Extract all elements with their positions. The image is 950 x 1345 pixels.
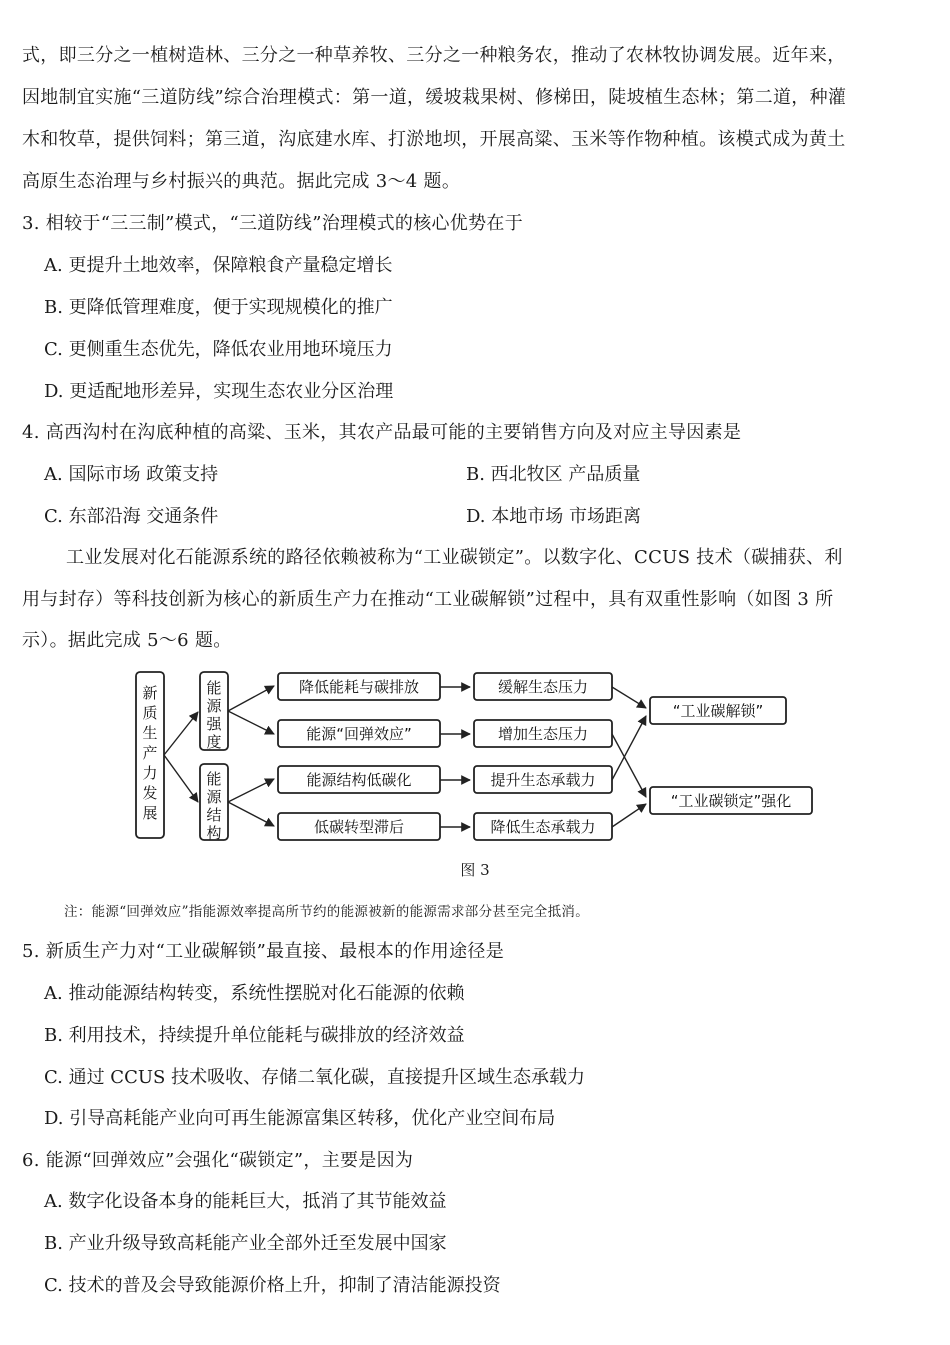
q6-option-c: C. 技术的普及会导致能源价格上升，抑制了清洁能源投资 (44, 1275, 501, 1296)
q4-stem: 4. 高西沟村在沟底种植的高粱、玉米，其农产品最可能的主要销售方向及对应主导因素是 (22, 422, 742, 443)
branch-intensity-char: 强 (206, 715, 222, 733)
result-label: “工业碳锁定”强化 (670, 792, 792, 810)
root-char: 质 (142, 704, 158, 722)
branch-intensity-char: 能 (206, 679, 222, 697)
arrow-root-to-intensity (164, 712, 198, 755)
root-char: 发 (142, 784, 158, 802)
q4-option-a: A. 国际市场 政策支持 (44, 464, 219, 485)
root-char: 新 (142, 684, 158, 702)
mid-label: 降低能耗与碳排放 (298, 678, 420, 696)
arrow-structure-to-mid4 (228, 802, 274, 826)
q3-stem: 3. 相较于“三三制”模式，“三道防线”治理模式的核心优势在于 (22, 213, 524, 234)
q3-option-d: D. 更适配地形差异，实现生态农业分区治理 (44, 381, 394, 402)
q3-option-a: A. 更提升土地效率，保障粮食产量稳定增长 (44, 255, 393, 276)
arrow-effect4-to-lockin (612, 804, 646, 827)
q5-option-d: D. 引导高耗能产业向可再生能源富集区转移，优化产业空间布局 (44, 1108, 556, 1129)
mid-label: 能源“回弹效应” (306, 725, 412, 743)
q4-option-b: B. 西北牧区 产品质量 (466, 464, 641, 485)
q3-option-c: C. 更侧重生态优先，降低农业用地环境压力 (44, 339, 393, 360)
passage2-line-2: 用与封存）等科技创新为核心的新质生产力在推动“工业碳解锁”过程中，具有双重性影响（如图 3 所 (22, 589, 834, 610)
arrow-effect3-to-unlock (612, 716, 646, 780)
branch-structure-char: 源 (206, 788, 222, 806)
arrow-root-to-structure (164, 755, 198, 802)
q5-option-b: B. 利用技术，持续提升单位能耗与碳排放的经济效益 (44, 1025, 465, 1046)
effect-label: 增加生态压力 (497, 725, 589, 743)
branch-structure-char: 结 (206, 806, 222, 824)
branch-structure-char: 构 (206, 824, 222, 842)
effect-label: 提升生态承载力 (490, 771, 596, 789)
intro-line-1: 式，即三分之一植树造林、三分之一种草养牧、三分之一种粮务农，推动了农林牧协调发展。近年来， (22, 45, 846, 66)
passage2-line-1: 工业发展对化石能源系统的路径依赖被称为“工业碳锁定”。以数字化、CCUS 技术（碳捕获、利 (66, 547, 843, 568)
intro-line-3: 木和牧草，提供饲料；第三道，沟底建水库、打淤地坝，开展高粱、玉米等作物种植。该模式成为黄土 (22, 129, 846, 150)
branch-structure-char: 能 (206, 770, 222, 788)
effect-label: 降低生态承载力 (490, 818, 596, 836)
q5-option-c: C. 通过 CCUS 技术吸收、存储二氧化碳，直接提升区域生态承载力 (44, 1067, 586, 1088)
root-char: 产 (142, 744, 158, 762)
q6-stem: 6. 能源“回弹效应”会强化“碳锁定”，主要是因为 (22, 1150, 414, 1171)
q6-option-b: B. 产业升级导致高耗能产业全部外迁至发展中国家 (44, 1233, 447, 1254)
intro-line-4: 高原生态治理与乡村振兴的典范。据此完成 3～4 题。 (22, 171, 461, 192)
intro-line-2: 因地制宜实施“三道防线”综合治理模式：第一道，缓坡栽果树、修梯田，陡坡植生态林；第二道，种灌 (22, 87, 847, 108)
q3-option-b: B. 更降低管理难度，便于实现规模化的推广 (44, 297, 393, 318)
q4-option-c: C. 东部沿海 交通条件 (44, 506, 219, 527)
arrow-effect1-to-unlock (612, 687, 646, 708)
root-char: 展 (142, 804, 158, 822)
q6-option-a: A. 数字化设备本身的能耗巨大，抵消了其节能效益 (44, 1191, 447, 1212)
figure-note: 注：能源“回弹效应”指能源效率提高所节约的能源被新的能源需求部分甚至完全抵消。 (64, 904, 590, 920)
mid-label: 低碳转型滞后 (313, 818, 405, 836)
passage2-line-3: 示）。据此完成 5～6 题。 (22, 630, 232, 651)
arrow-effect2-to-lockin (612, 734, 646, 797)
arrow-intensity-to-mid1 (228, 686, 274, 711)
branch-intensity-char: 度 (206, 733, 222, 751)
root-char: 生 (142, 724, 158, 742)
mid-label: 能源结构低碳化 (306, 771, 412, 789)
arrow-structure-to-mid3 (228, 779, 274, 802)
q5-stem: 5. 新质生产力对“工业碳解锁”最直接、最根本的作用途径是 (22, 941, 504, 962)
q4-option-d: D. 本地市场 市场距离 (466, 506, 641, 527)
branch-intensity-char: 源 (206, 697, 222, 715)
figure-caption: 图 3 (460, 861, 490, 879)
q5-option-a: A. 推动能源结构转变，系统性摆脱对化石能源的依赖 (44, 983, 465, 1004)
arrow-intensity-to-mid2 (228, 711, 274, 734)
root-char: 力 (142, 764, 158, 782)
effect-label: 缓解生态压力 (497, 678, 589, 696)
result-label: “工业碳解锁” (672, 702, 764, 720)
figure-3-diagram (0, 660, 950, 850)
